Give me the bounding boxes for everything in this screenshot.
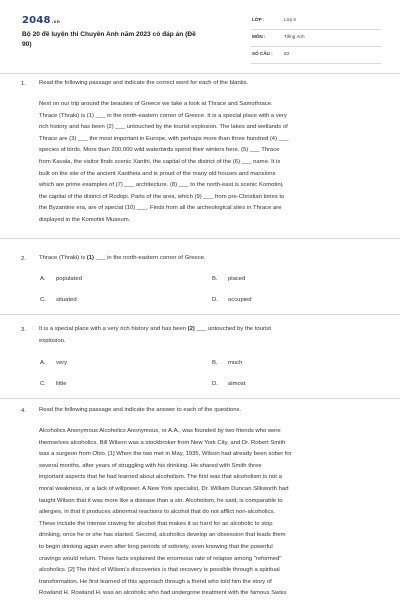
logo-suffix: .vn [51,20,61,25]
question-number: 3. [21,327,26,333]
passage-line: allergies, in that it produces abnormal reactions to alcohol that do not afflict non-alcoholics. [39,509,275,516]
logo-text: 2048 [22,15,51,26]
document-title-line-2: 90) [22,41,32,48]
question-divider [0,398,400,399]
meta-grade-value: Lớp 9 [284,17,296,22]
document-title [22,30,227,50]
question-stem-text: It is a special place with a very rich history and has been [39,326,188,332]
passage-line: cravings would return. These facts explained the enormous rate of relapse among "reformed" [39,555,282,562]
passage-greece [39,99,385,227]
question-stem-text: Thrace (Thraki) is [39,255,87,261]
option-text: almost [228,381,246,387]
blank-marker: (2) [187,326,195,332]
passage-line: moral weakness, or a lack of willpower. A New York specialist, Dr. William Duncan Silkworth had [39,485,289,492]
passage-line: Alcoholics Anonymous Alcoholics Anonymous, or A.A., was founded by two friends who were [39,428,281,434]
header-divider [0,73,400,74]
document-title-line-1: Bộ 20 đề luyện thi Chuyên Anh năm 2023 có đáp án (Đề [22,31,196,38]
option-letter: D. [212,381,218,387]
question-stem [39,253,385,265]
meta-row-question-count [251,46,381,64]
option-c[interactable] [40,381,66,387]
passage-line: built on the site of the ancient Xantheia and is proud of the many old houses and mansions [39,170,276,177]
question-divider [0,238,400,239]
option-letter: D. [212,297,218,303]
question-divider [0,314,400,315]
passage-line: was a surgeon from Ohio. [1] When the two met in May, 1935, Wilson had already been sober for [39,451,292,458]
option-letter: B. [212,276,218,282]
site-logo[interactable] [22,15,60,26]
passage-line: alcoholics. [2] The third of Wilson's discoveries is that recovery is possible through a spiritual [39,567,280,574]
passage-line: several months, after years of struggling with his drinking. He shared with Smith three [39,462,262,469]
passage-line: transformation. He first learned of this approach through a friend who told him the story of [39,578,272,585]
meta-row-grade [251,12,381,30]
passage-line: Thrace are (3) ___ the most important in Europe, with perhaps more than three hundred (4) ___ [39,135,289,142]
option-text: situated [56,297,77,303]
option-b[interactable] [212,276,245,282]
passage-line: from Kavala, the visitor finds scenic Xanthi, the capital of the district of the (6) ___ name. It is [39,158,281,165]
passage-line: species of birds. More than 200,000 wild waterbirds spend their winters here. (5) ___ Thrace [39,147,280,154]
passage-line: Rowland H. Rowland H. was an alcoholic who had undergone treatment with the famous Swiss [39,590,287,597]
option-d[interactable] [212,297,252,303]
question-stem [39,324,385,347]
passage-alcoholics-anonymous [39,426,385,600]
question-number: 1. [21,81,26,87]
question-stem-text: ___ in the north-eastern corner of Greece. [94,255,206,261]
option-a[interactable] [40,276,82,282]
meta-subject-label: MÔN : [252,34,266,39]
option-a[interactable] [40,360,67,366]
passage-line: important aspects that he had learned about alcoholism. The first was that alcoholism is not a [39,474,282,481]
option-c[interactable] [40,297,77,303]
question-instruction: Read the following passage and indicate the correct word for each of the blanks. [39,80,249,86]
question-stem-text: explosion. [39,337,66,344]
option-letter: C. [40,297,46,303]
option-text: placed [228,276,246,282]
option-letter: B. [212,360,218,366]
page-header [0,0,400,72]
blank-marker: (1) [86,255,94,261]
passage-line: displayed in the Komotini Museum. [39,216,131,223]
question-instruction: Read the following passage and indicate the answer to each of the questions. [39,407,242,413]
option-text: occupied [228,297,252,303]
option-d[interactable] [212,381,245,387]
option-b[interactable] [212,360,242,366]
passage-line: taught Wilson that it was more like a disease than a sin. Alcoholism, he said, is comparable to [39,497,283,504]
meta-subject-value: Tiếng Anh [284,34,305,39]
passage-line: These include the intense craving for alcohol that makes it so hard for an alcoholic to stop [39,520,273,527]
passage-line: the capital of the district of Rodopi. Parts of the area, which (9) ___ from pre-Christian times to [39,193,285,200]
question-number: 4. [21,408,26,414]
meta-grade-label: LỚP : [252,17,265,22]
option-text: little [56,381,67,387]
passage-line: to begin drinking again even after long periods of sobriety, even knowing that the powerful [39,543,273,550]
option-letter: C. [40,381,46,387]
option-letter: A. [40,360,46,366]
passage-line: rich history and has been (2) ___ untouched by the tourist explosion. The lakes and wetlands of [39,124,288,131]
passage-line: Thrace (Thraki) is (1) ___ in the north-eastern corner of Greece. It is a special place with a very [39,112,287,119]
passage-line: themselves alcoholics. Bill Wilson was a stockbroker from New York City, and Dr. Robert Smith [39,439,286,446]
option-letter: A. [40,276,46,282]
question-number: 2. [21,256,26,262]
option-text: populated [56,276,82,282]
passage-line: Next on our trip around the beauties of Greece we take a look at Thrace and Samothrace. [39,101,273,107]
passage-line: drinking, once he or she has started. Second, alcoholics develop an obsession that leads them [39,532,286,539]
meta-question-count-label: SỐ CÂU : [252,51,273,56]
question-stem-text: ___ untouched by the tourist [194,326,271,332]
meta-row-subject [251,29,381,47]
meta-question-count-value: 83 [284,51,290,56]
option-text: very [56,360,68,366]
option-text: much [228,360,243,366]
passage-line: the Byzantine era, are of special (10) ___. Finds from all the archeological sites in Thrace are [39,205,282,212]
passage-line: which are prime examples of (7) ___ architecture. (8) ___ to the north-east is scenic Komotini, [39,182,284,189]
